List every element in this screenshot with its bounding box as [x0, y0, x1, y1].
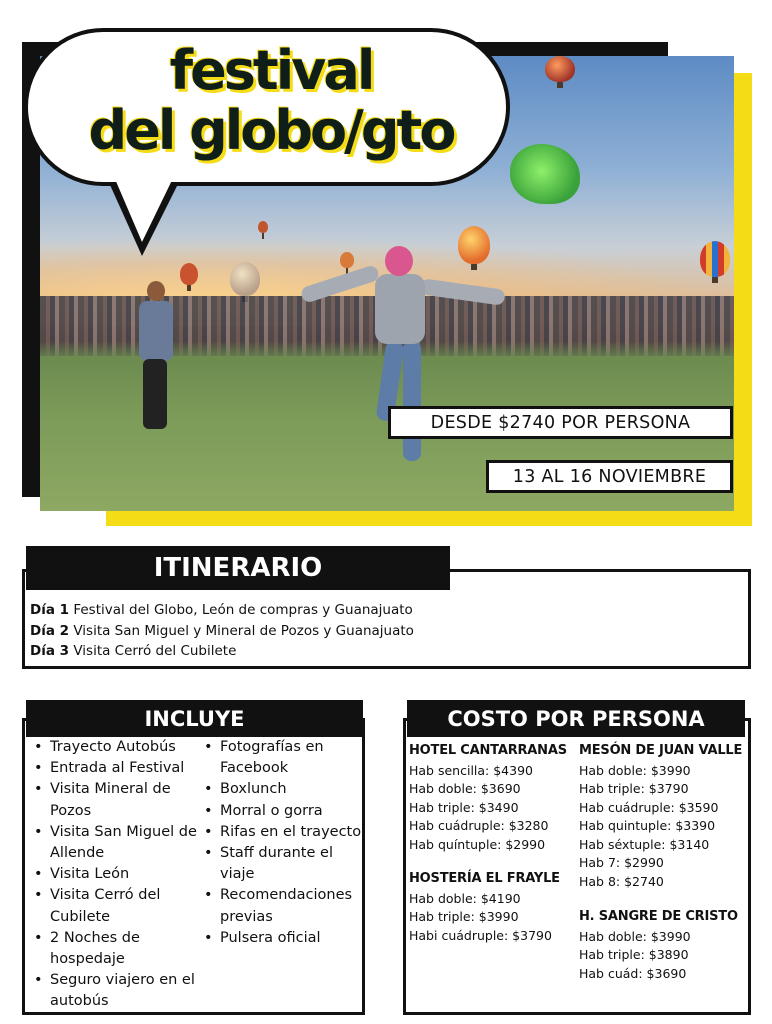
rate-line: Hab triple: $3490 [409, 799, 519, 815]
list-item: • Visita Mineral de Pozos [32, 779, 197, 821]
figure-legs [143, 359, 167, 429]
date-badge: 13 AL 16 NOVIEMBRE [486, 460, 733, 493]
figure-head [385, 246, 413, 276]
figure-head [147, 281, 165, 301]
price-badge: DESDE $2740 POR PERSONA [388, 406, 733, 439]
list-item: • Recomendaciones previas [202, 885, 362, 927]
day-text: Visita Cerró del Cubilete [73, 643, 237, 659]
rate-line: Hab doble: $4190 [409, 890, 521, 906]
list-item: • Seguro viajero en el autobús [32, 970, 197, 1012]
itinerary-list [30, 600, 740, 662]
hotel-name: HOTEL CANTARRANAS [409, 743, 567, 758]
jumping-woman-figure [325, 246, 475, 496]
balloon-icon [180, 263, 198, 285]
list-item: • Visita Cerró del Cubilete [32, 885, 197, 927]
balloon-icon [700, 241, 730, 277]
rate-line: Hab 8: $2740 [579, 873, 664, 889]
rate-line: Hab triple: $3990 [409, 909, 519, 924]
rate-line: Hab sencilla: $4390 [409, 762, 533, 778]
rate-line: Hab doble: $3990 [579, 762, 691, 778]
hotel-name: MESÓN DE JUAN VALLE [579, 743, 743, 758]
rate-line: Hab quíntuple: $2990 [409, 836, 546, 852]
rate-line: Hab triple: $3790 [579, 781, 689, 796]
hotel-cantarranas [409, 742, 579, 854]
rate-line: Hab cuádruple: $3590 [579, 799, 719, 815]
rate-line: Hab cuádruple: $3280 [409, 818, 549, 833]
hotel-name: H. SANGRE DE CRISTO [579, 909, 738, 924]
itinerary-day-1 [30, 600, 740, 621]
list-item: • Fotografías en Facebook [202, 737, 362, 779]
itinerary-heading: ITINERARIO [26, 546, 450, 590]
cost-heading: COSTO POR PERSONA [407, 700, 745, 737]
itinerary-day-3 [30, 641, 740, 662]
rate-line: Hab triple: $3890 [579, 947, 689, 962]
list-item: • Trayecto Autobús [32, 737, 197, 758]
day-text: Festival del Globo, León de compras y Guanajuato [73, 602, 413, 618]
hotel-meson-de-juan-valle [579, 742, 749, 891]
rate-line: Hab quintuple: $3390 [579, 818, 716, 833]
rate-line: Hab doble: $3990 [579, 928, 691, 944]
list-item: • Morral o gorra [202, 801, 362, 822]
list-item: • Rifas en el trayecto [202, 822, 362, 843]
day-label: Día 1 [30, 602, 70, 618]
hotel-sangre-de-cristo [579, 908, 749, 983]
figure-torso [375, 274, 425, 344]
list-item: • Pulsera oficial [202, 928, 362, 949]
list-item: • Visita León [32, 864, 197, 885]
rate-line: Hab cuád: $3690 [579, 965, 687, 981]
hotel-hosteria-el-frayle [409, 870, 579, 945]
balloon-icon [230, 262, 260, 296]
day-text: Visita San Miguel y Mineral de Pozos y Guanajuato [73, 622, 414, 639]
frog-balloon-icon [510, 144, 580, 204]
day-label: Día 3 [30, 643, 70, 659]
speech-bubble [24, 28, 510, 186]
title-line-2: del globo/gto [88, 99, 454, 162]
list-item: • 2 Noches de hospedaje [32, 928, 197, 970]
includes-list-col-2 [202, 737, 362, 949]
includes-list-col-1 [32, 737, 197, 1013]
list-item: • Staff durante el viaje [202, 843, 362, 885]
balloon-icon [545, 56, 575, 82]
figure-leg [403, 341, 421, 461]
includes-heading: INCLUYE [26, 700, 363, 737]
rate-line: Hab doble: $3690 [409, 781, 521, 796]
list-item: • Entrada al Festival [32, 758, 197, 779]
list-item: • Visita San Miguel de Allende [32, 822, 197, 864]
photographer-figure [135, 281, 175, 431]
list-item: • Boxlunch [202, 779, 362, 800]
speech-bubble-tail [112, 172, 176, 242]
hotel-name: HOSTERÍA EL FRAYLE [409, 871, 560, 886]
figure-torso [139, 301, 173, 361]
balloon-icon [258, 221, 268, 233]
itinerary-day-2 [30, 621, 740, 642]
rate-line: Hab 7: $2990 [579, 855, 664, 870]
title-line-1: festival [169, 39, 373, 102]
day-label: Día 2 [30, 622, 70, 639]
rate-line: Habi cuádruple: $3790 [409, 927, 552, 943]
rate-line: Hab séxtuple: $3140 [579, 836, 710, 852]
